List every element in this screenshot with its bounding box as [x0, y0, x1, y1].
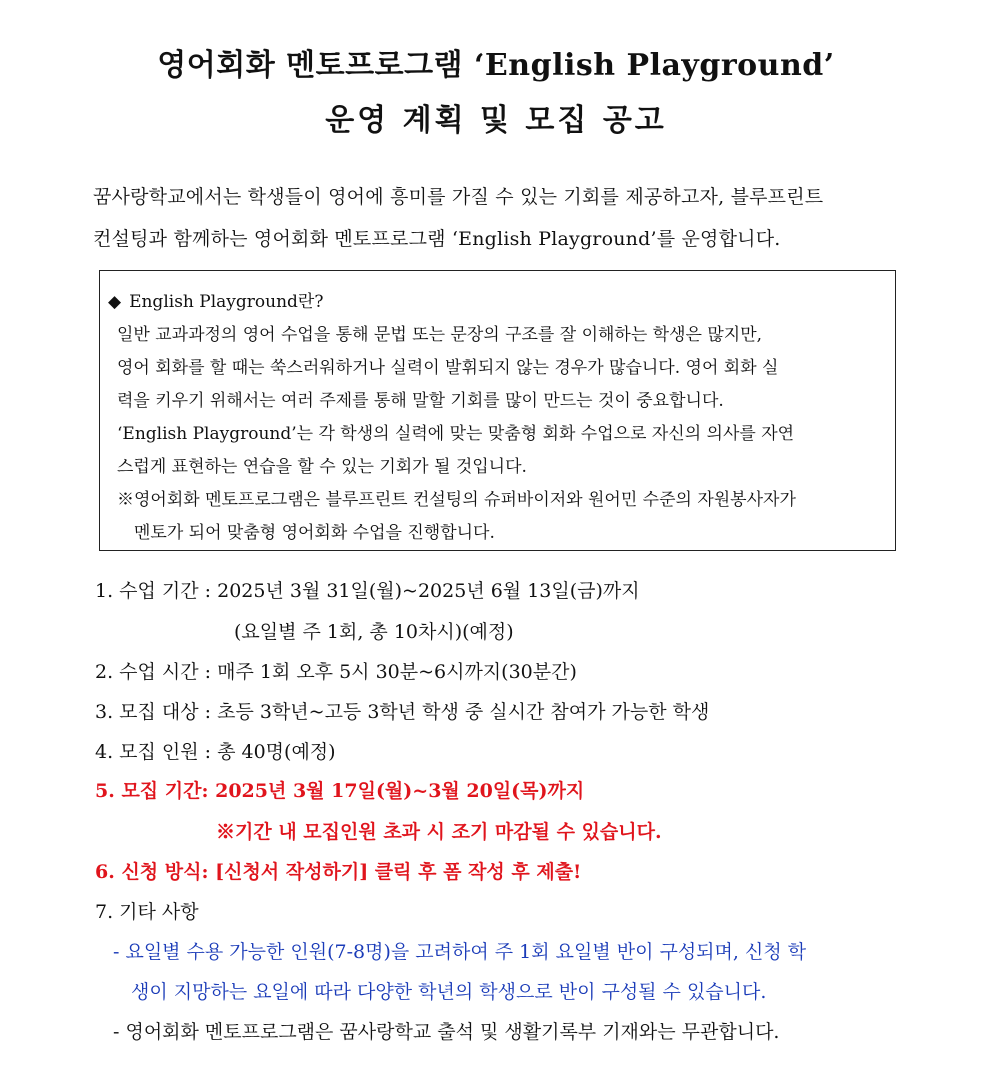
- info-box-heading-text: English Playground란?: [129, 292, 324, 312]
- info-box-heading: [108, 287, 323, 312]
- info-box-line: 영어 회화를 할 때는 쑥스러워하거나 실력이 발휘되지 않는 경우가 많습니다. 영어 회화 실: [117, 358, 779, 378]
- diamond-icon: ◆: [108, 292, 122, 312]
- info-box-line: 스럽게 표현하는 연습을 할 수 있는 기회가 될 것입니다.: [117, 457, 527, 477]
- item-recruit-note: ※기간 내 모집인원 초과 시 조기 마감될 수 있습니다.: [216, 821, 662, 843]
- intro-line-1: 꿈사랑학교에서는 학생들이 영어에 흥미를 가질 수 있는 기회를 제공하고자, 블루프린트: [93, 186, 824, 208]
- page-subtitle: 운영 계획 및 모집 공고: [325, 103, 667, 138]
- intro-line-2: 컨설팅과 함께하는 영어회화 멘토프로그램 ‘English Playground’를 운영합니다.: [93, 228, 781, 250]
- info-box-line: ‘English Playground’는 각 학생의 실력에 맞는 맞춤형 회화 수업으로 자신의 의사를 자연: [117, 424, 795, 444]
- info-box: [99, 270, 896, 551]
- item-class-time: 2. 수업 시간 : 매주 1회 오후 5시 30분~6시까지(30분간): [95, 661, 577, 683]
- item-count: 4. 모집 인원 : 총 40명(예정): [95, 741, 336, 763]
- info-box-note: ※영어회화 멘토프로그램은 블루프린트 컨설팅의 슈퍼바이저와 원어민 수준의 자원봉사자가: [117, 490, 796, 510]
- item-etc-detail-2: - 영어회화 멘토프로그램은 꿈사랑학교 출석 및 생활기록부 기재와는 무관합니다.: [113, 1021, 780, 1043]
- item-target: 3. 모집 대상 : 초등 3학년~고등 3학년 학생 중 실시간 참여가 가능한 학생: [95, 701, 710, 723]
- info-box-note-cont: 멘토가 되어 맞춤형 영어회화 수업을 진행합니다.: [134, 523, 495, 543]
- item-etc-detail-1: - 요일별 수용 가능한 인원(7-8명)을 고려하여 주 1회 요일별 반이 구성되며, 신청 학: [113, 941, 807, 963]
- page-title: 영어회화 멘토프로그램 ‘English Playground’: [157, 48, 835, 83]
- item-apply-method: 6. 신청 방식: [신청서 작성하기] 클릭 후 폼 작성 후 제출!: [95, 861, 582, 883]
- item-etc-heading: 7. 기타 사항: [95, 901, 199, 923]
- item-class-period-note: (요일별 주 1회, 총 10차시)(예정): [234, 621, 514, 643]
- info-box-line: 일반 교과과정의 영어 수업을 통해 문법 또는 문장의 구조를 잘 이해하는 학생은 많지만,: [117, 325, 763, 345]
- item-etc-detail-1-cont: 생이 지망하는 요일에 따라 다양한 학년의 학생으로 반이 구성될 수 있습니다.: [131, 981, 767, 1003]
- item-recruit-period: 5. 모집 기간: 2025년 3월 17일(월)~3월 20일(목)까지: [95, 780, 585, 802]
- info-box-line: 력을 키우기 위해서는 여러 주제를 통해 말할 기회를 많이 만드는 것이 중요합니다.: [117, 391, 724, 411]
- item-class-period: 1. 수업 기간 : 2025년 3월 31일(월)~2025년 6월 13일(금)까지: [95, 580, 640, 602]
